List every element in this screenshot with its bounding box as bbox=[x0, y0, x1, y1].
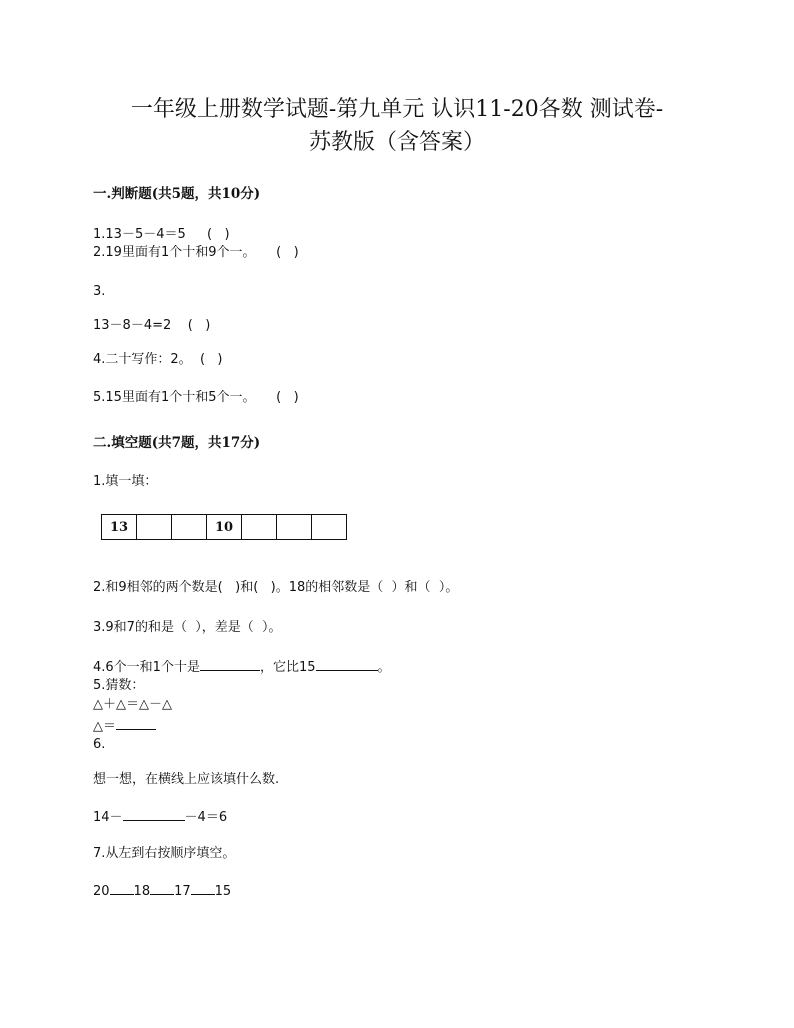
fill-cell-6[interactable] bbox=[277, 515, 312, 540]
answer-blank[interactable] bbox=[116, 717, 156, 730]
answer-blank[interactable] bbox=[316, 658, 378, 671]
answer-blank[interactable] bbox=[110, 882, 134, 895]
sequence-number: 15 bbox=[214, 884, 232, 899]
fill-question-7-label: 7.从左到右按顺序填空。 bbox=[93, 846, 236, 861]
fill-cell-5[interactable] bbox=[242, 515, 277, 540]
fill-question-6-part-a: 14－ bbox=[93, 810, 123, 825]
fill-question-4-part-b: ，它比15 bbox=[259, 660, 316, 675]
answer-blank[interactable] bbox=[123, 808, 185, 821]
number-fill-table bbox=[101, 514, 347, 540]
answer-blank[interactable] bbox=[200, 658, 260, 671]
fill-question-6-part-b: －4＝6 bbox=[184, 810, 228, 825]
fill-question-4 bbox=[93, 658, 391, 677]
sequence-number: 17 bbox=[174, 884, 191, 899]
fill-question-5-answer-label: △＝ bbox=[93, 719, 116, 734]
fill-question-7-sequence bbox=[93, 882, 231, 901]
fill-question-6-equation bbox=[93, 808, 227, 827]
fill-question-3: 3.9和7的和是（ ），差是（ ）。 bbox=[93, 620, 282, 635]
section-header-judgement: 一.判断题(共5题，共10分) bbox=[93, 186, 261, 202]
answer-blank[interactable] bbox=[150, 882, 174, 895]
table-row bbox=[102, 515, 347, 540]
fill-question-1-label: 1.填一填： bbox=[93, 474, 158, 489]
fill-cell-2[interactable] bbox=[137, 515, 172, 540]
page-title-line2: 苏教版（含答案） bbox=[308, 130, 485, 155]
answer-blank[interactable] bbox=[191, 882, 215, 895]
fill-question-5-answer bbox=[93, 717, 156, 736]
fill-question-6-text: 想一想，在横线上应该填什么数. bbox=[93, 772, 280, 787]
sequence-number: 18 bbox=[133, 884, 151, 899]
fill-cell-3[interactable] bbox=[172, 515, 207, 540]
judgement-question-4: 4.二十写作：2。 ( ) bbox=[93, 352, 223, 367]
fill-question-5-equation: △＋△＝△－△ bbox=[93, 697, 172, 712]
fill-cell-7[interactable] bbox=[312, 515, 347, 540]
judgement-question-3-label: 3. bbox=[93, 284, 106, 299]
judgement-question-1: 1.13－5－4＝5 ( ) bbox=[93, 227, 230, 242]
fill-question-4-part-a: 4.6个一和1个十是 bbox=[93, 660, 200, 675]
fill-question-4-part-c: 。 bbox=[377, 660, 391, 675]
judgement-question-5: 5.15里面有1个十和5个一。 ( ) bbox=[93, 390, 299, 405]
sequence-number: 20 bbox=[93, 884, 110, 899]
fill-question-2: 2.和9相邻的两个数是( )和( )。18的相邻数是（ ）和（ ）。 bbox=[93, 580, 459, 595]
judgement-question-2: 2.19里面有1个十和9个一。 ( ) bbox=[93, 245, 299, 260]
judgement-question-3-expression: 13－8－4=2 ( ) bbox=[93, 318, 211, 333]
fill-question-6-label: 6. bbox=[93, 737, 106, 752]
fill-question-5-label: 5.猜数： bbox=[93, 678, 145, 693]
page-title-line1: 一年级上册数学试题-第九单元 认识11-20各数 测试卷- bbox=[130, 97, 664, 122]
section-header-fill-blank: 二.填空题(共7题，共17分) bbox=[93, 435, 261, 451]
fill-cell-1[interactable]: 13 bbox=[102, 515, 137, 540]
fill-cell-4[interactable]: 10 bbox=[207, 515, 242, 540]
